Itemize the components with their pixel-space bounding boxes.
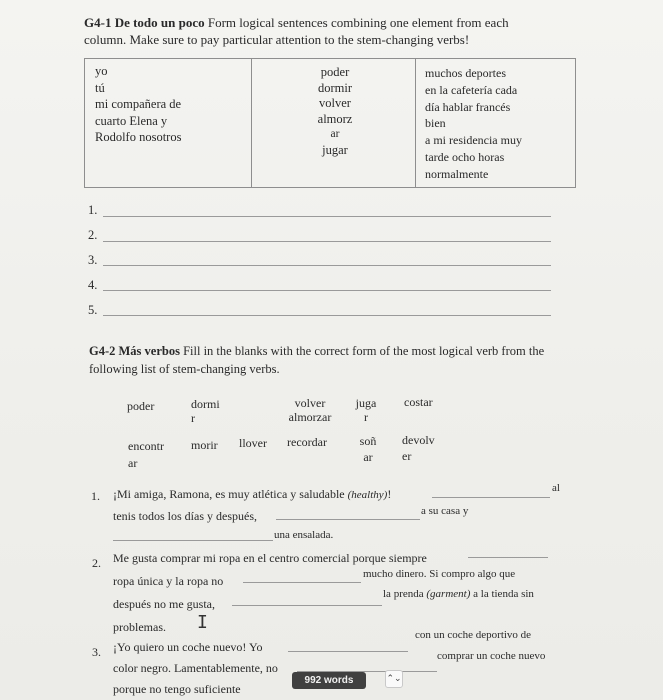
- verb-bank-line: dormi: [191, 397, 220, 411]
- item-1-casa: a su casa y: [421, 505, 469, 517]
- text-cursor-icon: I: [197, 612, 208, 633]
- verb-item: jugar: [322, 142, 348, 157]
- answer-line-4[interactable]: [103, 290, 551, 291]
- verb-bank-devolver: [402, 433, 435, 463]
- verb-bank-line: r: [191, 411, 195, 425]
- complement-item: a mi residencia muy: [425, 133, 522, 148]
- section2-heading-rest: Fill in the blanks with the correct form of the most logical verb from the: [179, 344, 545, 358]
- item-3-line3: porque no tengo suficiente: [113, 682, 241, 696]
- verb-item: dormir: [317, 80, 353, 95]
- verb-bank-line: er: [402, 449, 412, 463]
- item-1-line3: una ensalada.: [274, 529, 334, 541]
- item-1-line2: tenis todos los días y después,: [113, 509, 257, 523]
- blank-2a[interactable]: [468, 557, 548, 558]
- item-1-al: al: [552, 482, 560, 494]
- answer-number-4: 4.: [88, 278, 98, 292]
- answer-number-2: 2.: [88, 228, 98, 242]
- answer-line-3[interactable]: [103, 265, 551, 266]
- item-2-line3: después no me gusta,: [113, 597, 215, 611]
- verb-bank-line: morir: [191, 438, 218, 452]
- answer-number-5: 5.: [88, 303, 98, 317]
- verb-bank-dormir: [191, 397, 220, 425]
- item-1-excl: !: [387, 487, 392, 501]
- answer-number-3: 3.: [88, 253, 98, 267]
- verb-item: almorz: [317, 111, 353, 126]
- answer-number-1: 1.: [88, 203, 98, 217]
- section1-heading-bold: G4-1 De todo un poco: [84, 15, 205, 30]
- item-2-prenda-text: la prenda: [383, 588, 424, 600]
- verb-bank-poder: [127, 399, 154, 413]
- verb-item: volver: [319, 96, 351, 110]
- verb-item: poder: [320, 65, 350, 79]
- section1-heading-line2: column. Make sure to pay particular attention to the stem-changing verbs!: [84, 32, 470, 47]
- table-col-verbs: [303, 65, 367, 158]
- subject-item: tú: [95, 80, 105, 95]
- word-table: [84, 58, 576, 188]
- verb-bank-costar: [404, 395, 433, 409]
- verb-bank-encontrar: [128, 439, 164, 470]
- complement-item: muchos deportes: [425, 66, 506, 80]
- section1-heading-rest: Form logical sentences combining one element from each: [204, 15, 509, 30]
- verb-bank-morir: [191, 438, 218, 452]
- item-3-con: con un coche deportivo de: [415, 629, 532, 641]
- verb-bank-line: costar: [404, 395, 433, 409]
- verb-bank-sonar: [356, 434, 380, 464]
- verb-bank-line: encontr: [128, 439, 164, 453]
- section2-heading-bold: G4-2 Más verbos: [89, 344, 180, 358]
- complement-item: normalmente: [425, 166, 489, 181]
- item-2-number: 2.: [92, 556, 101, 570]
- answer-line-5[interactable]: [103, 315, 551, 316]
- complement-item: tarde ocho horas: [425, 149, 505, 164]
- verb-bank-line: volver: [294, 396, 326, 410]
- item-3-number: 3.: [92, 645, 101, 659]
- table-col-subjects: [95, 63, 181, 146]
- blank-1c[interactable]: [113, 540, 273, 541]
- word-count-badge[interactable]: 992 words: [292, 672, 366, 689]
- complement-item: en la cafetería cada: [425, 82, 518, 97]
- blank-2c[interactable]: [232, 605, 382, 606]
- word-count-stepper-icon[interactable]: ⌃⌄: [385, 670, 403, 688]
- verb-bank-volver-almorzar: [280, 396, 340, 424]
- verb-bank-recordar: [287, 435, 327, 449]
- subject-item: mi compañera de: [95, 97, 182, 111]
- verb-bank-line: llover: [239, 436, 267, 450]
- item-2-garment: (garment): [426, 588, 471, 600]
- blank-3a[interactable]: [288, 651, 408, 652]
- item-3-comprar: comprar un coche nuevo: [437, 650, 546, 662]
- verb-bank-jugar: [352, 396, 380, 424]
- item-2-line4: problemas.: [113, 620, 166, 634]
- section1-heading: [84, 14, 509, 31]
- section2-heading-line2: following list of stem-changing verbs.: [89, 362, 280, 376]
- table-divider-2: [415, 59, 416, 187]
- verb-bank-line: juga: [355, 396, 377, 410]
- section2-heading: [89, 344, 544, 359]
- verb-bank-line: recordar: [287, 435, 327, 449]
- item-1-healthy: (healthy): [347, 489, 388, 501]
- verb-bank-line: soñ: [359, 434, 377, 448]
- item-2-mucho: mucho dinero. Si compro algo que: [363, 568, 516, 580]
- verb-bank-line: ar: [363, 450, 373, 464]
- verb-bank-line: r: [364, 410, 368, 424]
- blank-2b[interactable]: [243, 582, 361, 583]
- verb-bank-line: almorzar: [288, 410, 332, 424]
- subject-item: Rodolfo nosotros: [95, 130, 182, 144]
- table-divider-1: [251, 59, 252, 187]
- item-1-text: ¡Mi amiga, Ramona, es muy atlética y saludable: [113, 487, 345, 501]
- complement-item: bien: [425, 116, 446, 131]
- verb-bank-line: poder: [127, 399, 155, 413]
- item-2-prenda: [383, 588, 534, 600]
- item-2-line2: ropa única y la ropa no: [113, 574, 224, 588]
- answer-line-2[interactable]: [103, 241, 551, 242]
- blank-1b[interactable]: [276, 519, 420, 520]
- verb-item: ar: [330, 128, 340, 140]
- complement-item: día hablar francés: [425, 99, 511, 114]
- subject-item: yo: [95, 64, 108, 78]
- item-3-line1: ¡Yo quiero un coche nuevo! Yo: [113, 640, 263, 654]
- verb-bank-line: ar: [128, 456, 138, 470]
- item-2-line1: Me gusta comprar mi ropa en el centro comercial porque siempre: [113, 551, 427, 565]
- item-1-line1: [113, 487, 391, 502]
- verb-bank-line: devolv: [402, 433, 435, 447]
- verb-bank-llover: [239, 436, 267, 450]
- item-2-tienda: a la tienda sin: [473, 588, 534, 600]
- blank-1a[interactable]: [432, 497, 550, 498]
- item-1-number: 1.: [91, 489, 100, 503]
- answer-line-1[interactable]: [103, 216, 551, 217]
- subject-item: cuarto Elena y: [95, 113, 168, 128]
- table-col-complements: [425, 65, 522, 183]
- item-3-line2: color negro. Lamentablemente, no: [113, 661, 278, 675]
